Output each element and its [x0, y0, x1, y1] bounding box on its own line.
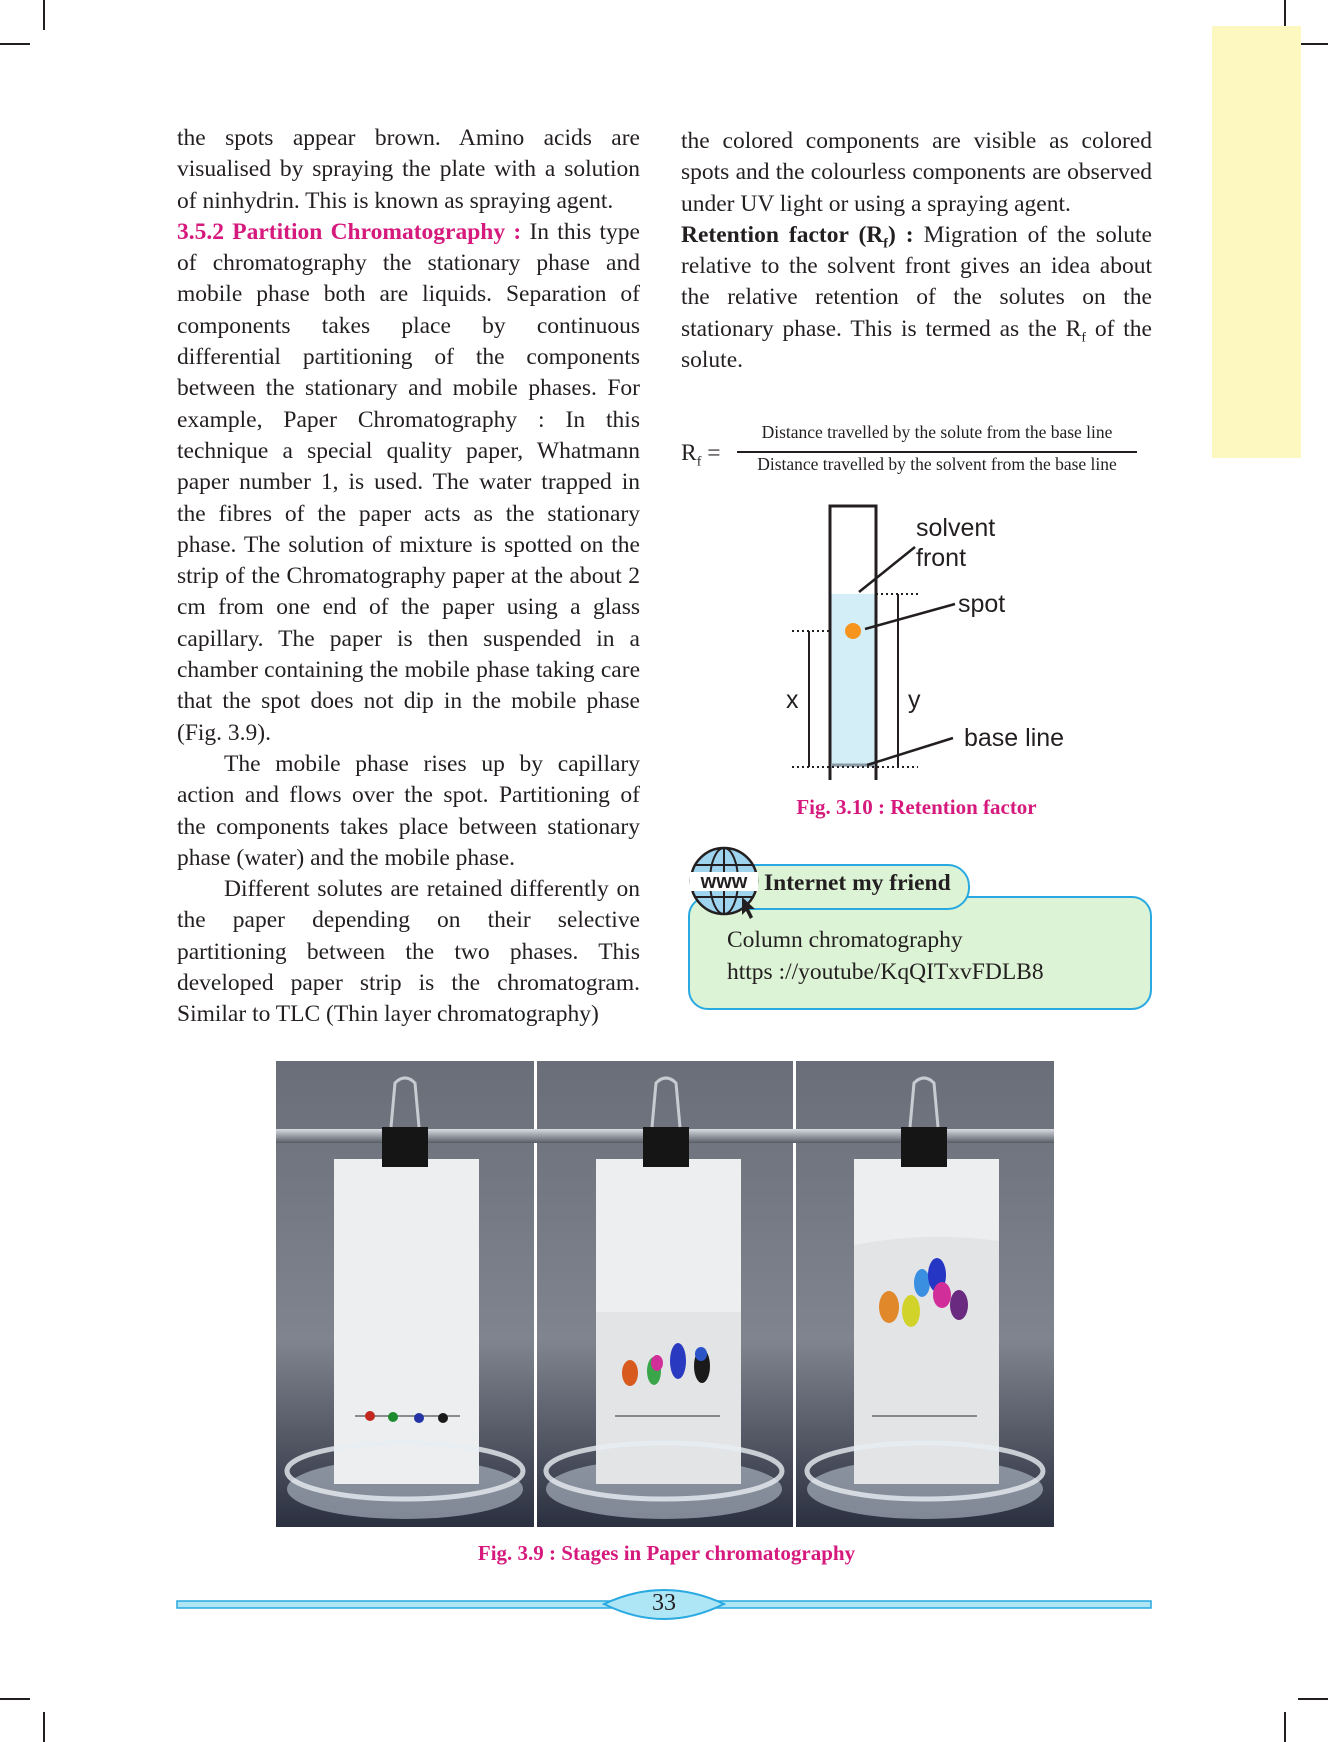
label-spot: spot	[958, 590, 1006, 618]
retention-factor-heading: Retention factor $(R_f)$ :	[681, 221, 914, 252]
resource-title: Column chromatography	[727, 927, 963, 953]
crop-mark	[1284, 1712, 1286, 1742]
crop-mark	[1298, 43, 1328, 45]
spot-pointer	[865, 604, 955, 629]
globe-www-text: www	[700, 871, 748, 893]
sample-spot	[845, 623, 861, 639]
right-paragraph-1: the colored components are visible as colored spots and the colourless components are observed under UV light or using a spraying agent.	[681, 128, 1152, 217]
section-heading-partition: 3.5.2 Partition Chromatography :	[177, 218, 522, 245]
crop-mark	[0, 43, 30, 45]
side-tab	[1212, 26, 1301, 458]
right-paragraph-2: Retention factor $(R_f)$ : Migration of the solute relative to the solvent front gives an idea about the relative retention of the solutes on the stationary phase. This is termed as the $R_f$ of the solute.	[681, 221, 1152, 374]
partition-body: In this type of chromatography the stationary phase and mobile phase both are liquids. Separation of components takes place by continuous differential partitioning of the components between the stationary and mobile phases. For example, Paper Chromatography : In this technique a special quality paper, Whatmann paper number 1, is used. The water trapped in the fibres of the paper acts as the stationary phase. The solution of mixture is spotted on the strip of the Chromatography paper at the about 2 cm from one end of the paper using a glass capillary. The paper is then suspended in a chamber containing the mobile phase taking care that the spot does not dip in the mobile phase (Fig. 3.9).	[177, 218, 640, 746]
paper-chromatography-photo	[276, 1061, 1054, 1527]
label-x: x	[786, 686, 799, 714]
left-paragraph-3: The mobile phase rises up by capillary action and flows over the spot. Partitioning of the components takes place between stationary phase (water) and the mobile phase.	[177, 750, 640, 871]
left-paragraph-4: Different solutes are retained differently on the paper depending on their selective partitioning between the two phases. This developed paper strip is the chromatogram. Similar to TLC (Thin layer chromatography)	[177, 876, 640, 1028]
crop-mark	[1298, 1698, 1328, 1700]
label-base-line: base line	[964, 724, 1065, 752]
base-line-pointer	[867, 738, 953, 765]
formula-denominator: Distance travelled by the solvent from the base line	[757, 454, 1117, 474]
retention-factor-diagram	[780, 500, 1100, 780]
resource-link[interactable]: https ://youtube/KqQITxvFDLB8	[727, 959, 1044, 985]
solvent-front-pointer	[859, 547, 915, 592]
rf-symbol: $R_f$ =	[681, 440, 721, 470]
crop-mark	[43, 0, 45, 30]
left-paragraph-1: the spots appear brown. Amino acids are visualised by spraying the plate with a solution of ninhydrin. This is known as spraying agent.	[177, 125, 640, 214]
page-number: 33	[652, 1590, 676, 1616]
fig-3-9-caption: Fig. 3.9 : Stages in Paper chromatography	[477, 1541, 856, 1565]
crop-mark	[43, 1712, 45, 1742]
fig-3-10-caption: Fig. 3.10 : Retention factor	[796, 795, 1037, 819]
internet-friend-title: Internet my friend	[764, 870, 951, 896]
label-front: front	[916, 544, 967, 572]
globe-icon	[688, 845, 768, 925]
fraction-bar	[737, 451, 1137, 453]
label-solvent: solvent	[916, 514, 996, 542]
right-column	[681, 126, 1152, 376]
crop-mark	[0, 1698, 30, 1700]
formula-numerator: Distance travelled by the solute from the base line	[761, 422, 1113, 442]
solvent-region	[831, 594, 875, 767]
label-y: y	[908, 686, 921, 714]
left-column	[177, 123, 640, 1031]
internet-friend-content	[727, 924, 1044, 988]
rf-formula	[681, 418, 1137, 478]
left-paragraph-2	[177, 217, 640, 749]
